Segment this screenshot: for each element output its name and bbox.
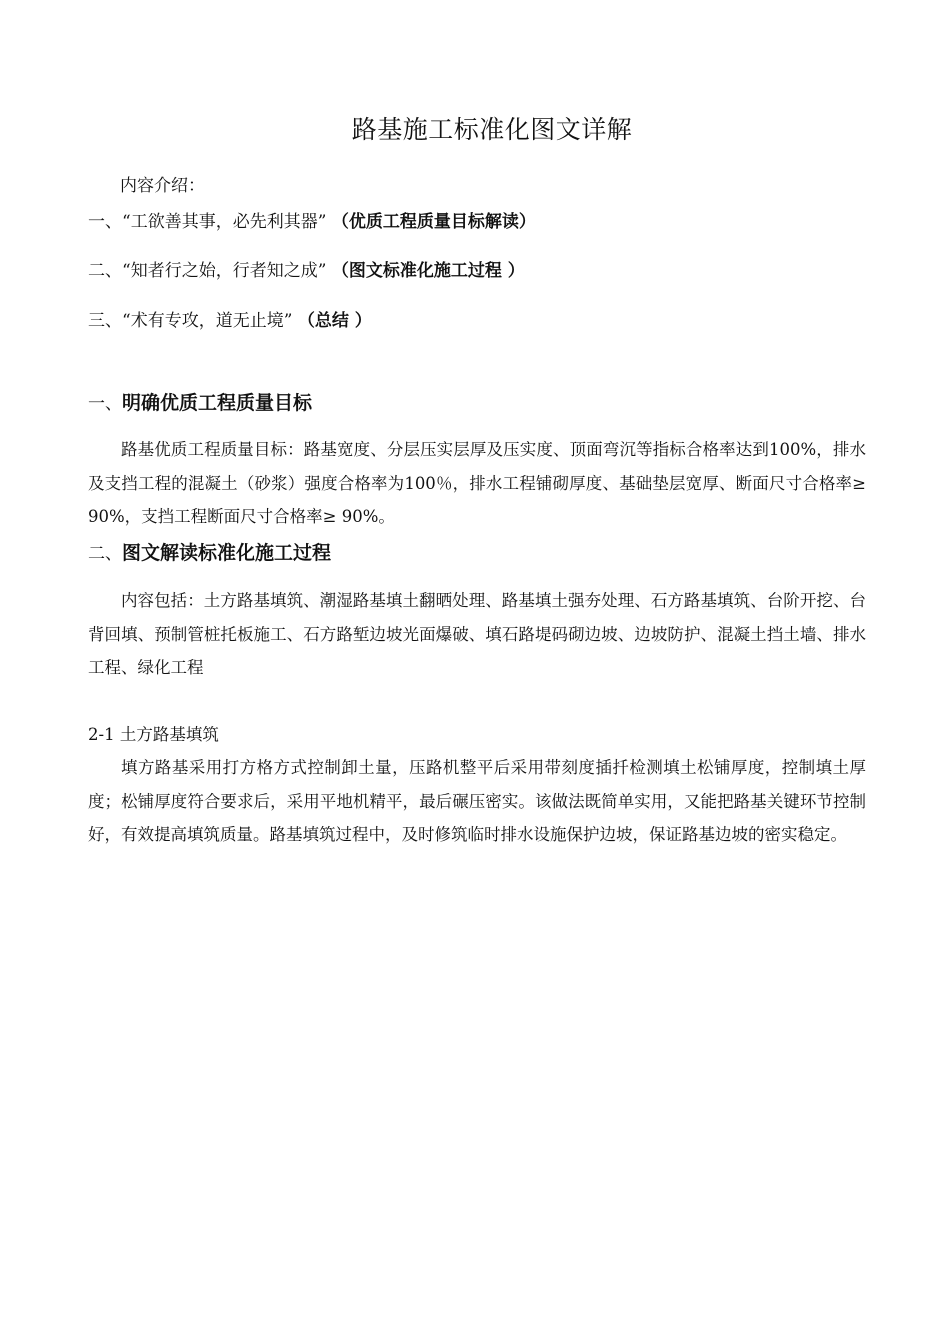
section-1-title: 明确优质工程质量目标 — [122, 392, 313, 414]
section-2-paragraph: 内容包括：土方路基填筑、潮湿路基填土翻晒处理、路基填土强夯处理、石方路基填筑、台阶开挖、台背回填、预制管桩托板施工、石方路堑边坡光面爆破、填石路堤码砌边坡、边坡防护、混凝土挡土墙、排水工程、绿化工程 — [88, 591, 866, 677]
toc-item-3 — [88, 307, 372, 335]
toc-item-2-paren: （图文标准化施工过程 ） — [340, 261, 525, 281]
section-1-heading — [88, 389, 312, 418]
toc-item-2-label: 二、“知者行之始，行者知之成” — [88, 261, 327, 281]
section-2-title: 图文解读标准化施工过程 — [122, 542, 332, 564]
toc-item-2 — [88, 257, 525, 285]
subsection-2-1-heading: 2-1 土方路基填筑 — [88, 725, 219, 744]
subsection-2-1-paragraph: 填方路基采用打方格方式控制卸土量，压路机整平后采用带刻度插扦检测填土松铺厚度，控制填土厚度；松铺厚度符合要求后，采用平地机精平，最后碾压密实。该做法既简单实用，又能把路基关键环节控制好，有效提高填筑质量。路基填筑过程中，及时修筑临时排水设施保护边坡，保证路基边坡的密实稳定。 — [88, 758, 866, 844]
section-1-paragraph: 路基优质工程质量目标：路基宽度、分层压实层厚及压实度、顶面弯沉等指标合格率达到100%，排水及支挡工程的混凝土（砂浆）强度合格率为100％，排水工程铺砌厚度、基础垫层宽厚、断面尺寸合格率≥ 90%，支挡工程断面尺寸合格率≥ 90%。 — [88, 440, 866, 526]
toc-item-3-label: 三、“术有专攻，道无止境” — [88, 311, 293, 331]
toc-item-3-paren: （总结 ） — [306, 311, 372, 331]
toc-item-1-label: 一、“工欲善其事，必先利其器” — [88, 212, 327, 232]
section-2-number: 二、 — [88, 544, 122, 564]
toc-item-1 — [88, 208, 536, 236]
section-1-number: 一、 — [88, 394, 122, 414]
document-title: 路基施工标准化图文详解 — [351, 115, 633, 144]
section-2-heading — [88, 539, 331, 568]
toc-item-1-paren: （优质工程质量目标解读） — [340, 212, 536, 232]
intro-label: 内容介绍： — [120, 176, 205, 196]
